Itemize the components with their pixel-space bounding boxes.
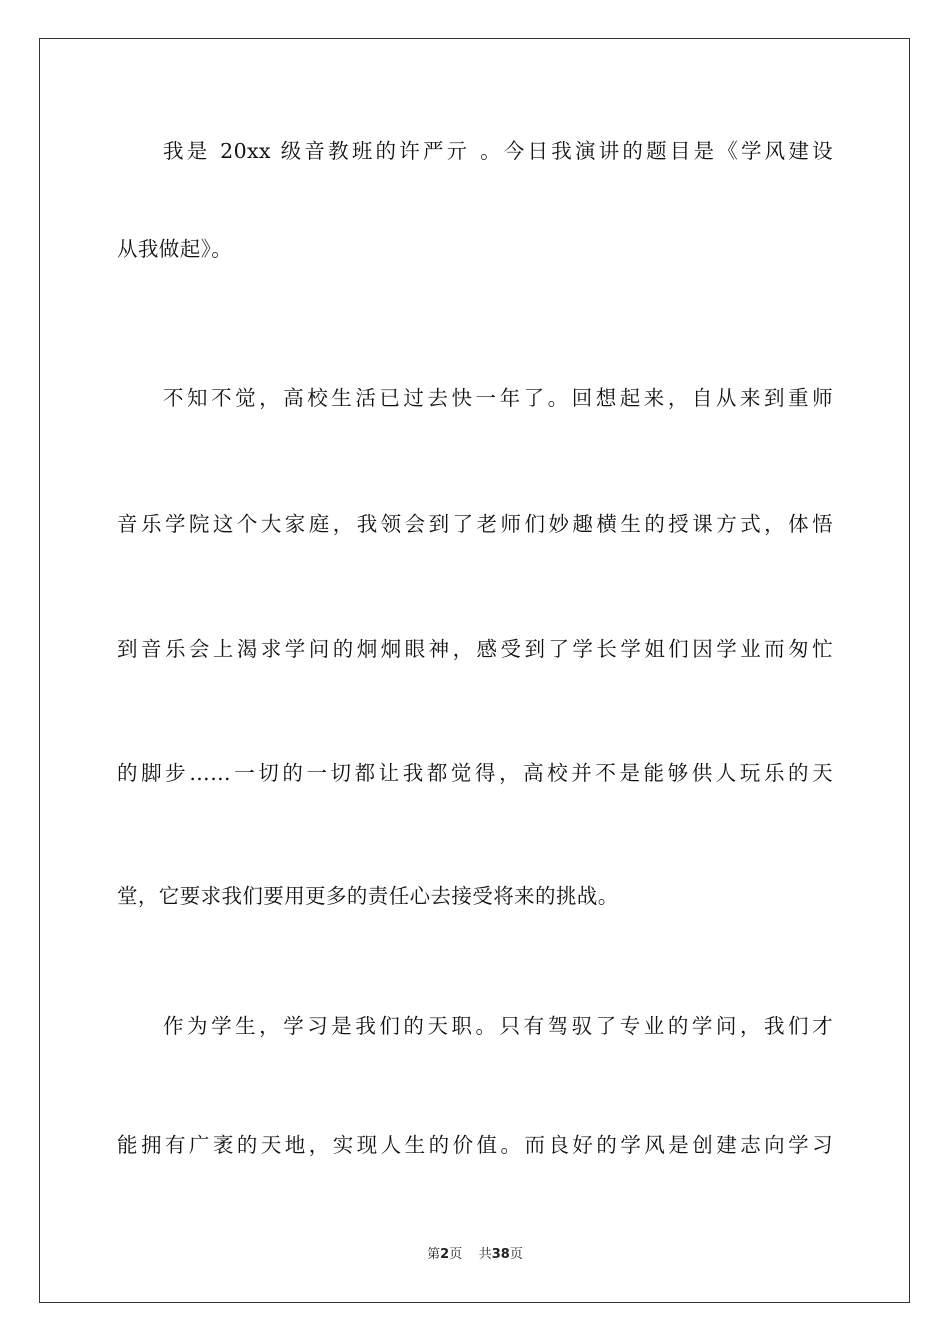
- paragraph-line: 到音乐会上渴求学问的炯炯眼神，感受到了学长学姐们因学业而匆忙: [117, 637, 833, 661]
- page-border: [39, 38, 910, 1303]
- paragraph-line: 音乐学院这个大家庭，我领会到了老师们妙趣横生的授课方式，体悟: [117, 512, 833, 536]
- page-prefix: 第: [427, 1247, 441, 1262]
- page-footer: [0, 1246, 950, 1264]
- paragraph-line: 的脚步……一切的一切都让我都觉得，高校并不是能够供人玩乐的天: [117, 761, 833, 785]
- paragraph-line: 能拥有广袤的天地，实现人生的价值。而良好的学风是创建志向学习: [117, 1133, 833, 1157]
- total-prefix: 共: [478, 1247, 492, 1262]
- page-number: 2: [440, 1247, 450, 1262]
- paragraph-line: 不知不觉，高校生活已过去快一年了。回想起来，自从来到重师: [163, 386, 833, 410]
- paragraph-line: 作为学生，学习是我们的天职。只有驾驭了专业的学问，我们才: [163, 1014, 833, 1038]
- paragraph-line: 堂，它要求我们要用更多的责任心去接受将来的挑战。: [117, 884, 619, 908]
- paragraph-line: 从我做起》。: [117, 237, 233, 261]
- page-suffix: 页: [449, 1247, 463, 1262]
- total-suffix: 页: [509, 1247, 523, 1262]
- total-pages: 38: [491, 1247, 510, 1262]
- paragraph-line: 我是 20xx 级音教班的许严亓 。今日我演讲的题目是《学风建设: [163, 139, 833, 163]
